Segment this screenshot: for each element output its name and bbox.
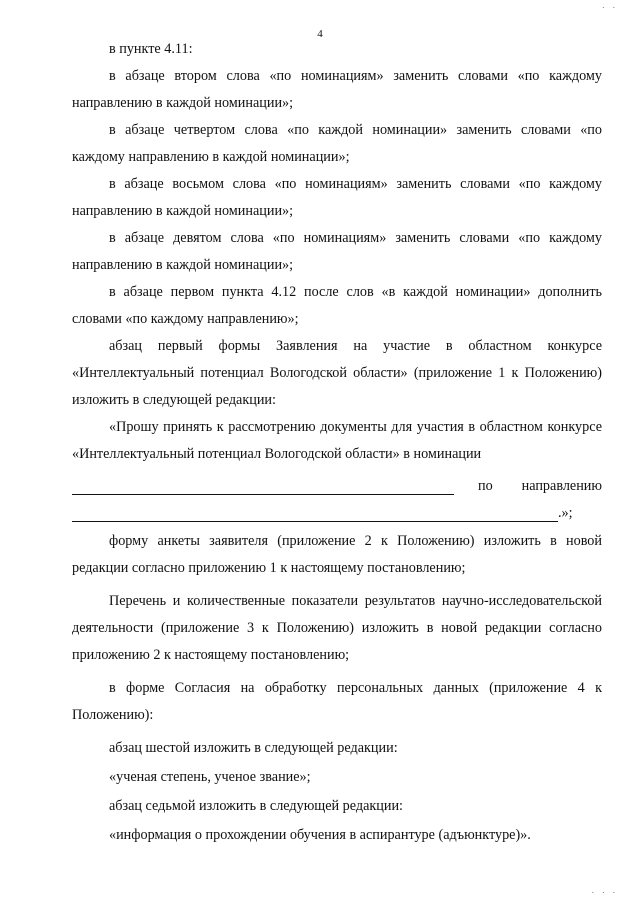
word-direction: направлению — [521, 478, 602, 494]
paragraph-abzac-8: в абзаце восьмом слова «по номинациям» заменить словами «по каждому направлению в каждой номинации»; — [72, 176, 602, 219]
paragraph-consent-form: в форме Согласия на обработку персональных данных (приложение 4 к Положению): — [72, 680, 602, 723]
paragraph-applicant-form: форму анкеты заявителя (приложение 2 к Положению) изложить в новой редакции согласно приложению 1 к настоящему постановлению; — [72, 533, 602, 576]
word-po: по — [478, 478, 493, 494]
corner-mark-top: . . — [602, 0, 618, 10]
direction-blank — [72, 505, 558, 522]
page-number: 4 — [317, 28, 323, 40]
paragraph-academic-degree: «ученая степень, ученое звание»; — [109, 769, 311, 785]
nomination-blank — [72, 478, 454, 495]
nomination-line — [72, 468, 602, 495]
paragraph-abzac-2: в абзаце втором слова «по номинациям» заменить словами «по каждому направлению в каждой номинации»; — [72, 68, 602, 111]
paragraph-item-4-11: в пункте 4.11: — [109, 41, 193, 57]
paragraph-application-form: абзац первый формы Заявления на участие в областном конкурсе «Интеллектуальный потенциал Вологодской области» (приложение 1 к Положению) изложить в следующей редакции: — [72, 338, 602, 408]
paragraph-abzac-4: в абзаце четвертом слова «по каждой номинации» заменить словами «по каждому направлению в каждой номинации»; — [72, 122, 602, 165]
paragraph-postgraduate: «информация о прохождении обучения в аспирантуре (адъюнктуре)». — [109, 827, 531, 843]
paragraph-abzac-9: в абзаце девятом слова «по номинациям» заменить словами «по каждому направлению в каждой номинации»; — [72, 230, 602, 273]
paragraph-item-4-12: в абзаце первом пункта 4.12 после слов «в каждой номинации» дополнить словами «по каждому направлению»; — [72, 284, 602, 327]
corner-mark-bottom: . . . — [591, 885, 618, 895]
document-body — [72, 36, 602, 849]
paragraph-indicators-list: Перечень и количественные показатели результатов научно-исследовательской деятельности (приложение 3 к Положению) изложить в новой редакции согласно приложению 2 к настоящему постановлению; — [72, 593, 602, 663]
quote-end: .»; — [558, 505, 573, 521]
paragraph-abzac-6: абзац шестой изложить в следующей редакции: — [109, 740, 398, 756]
paragraph-application-quote: «Прошу принять к рассмотрению документы для участия в областном конкурсе «Интеллектуальный потенциал Вологодской области» в номинации — [72, 419, 602, 462]
paragraph-abzac-7: абзац седьмой изложить в следующей редакции: — [109, 798, 404, 814]
direction-line — [72, 495, 602, 522]
application-quote-block — [72, 414, 602, 522]
